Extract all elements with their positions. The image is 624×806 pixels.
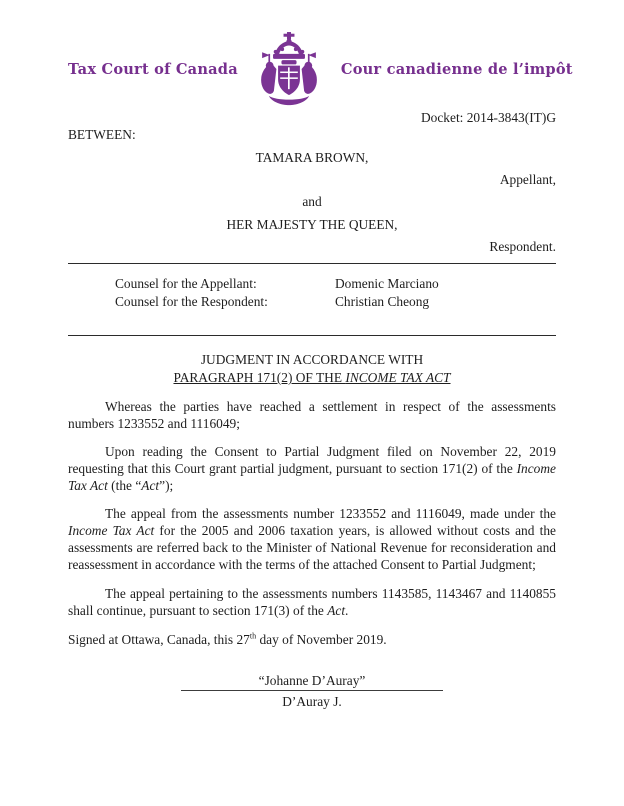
respondent-role: Respondent.: [489, 239, 556, 254]
paragraph-whereas: Whereas the parties have reached a settlement in respect of the assessments numbers 1233552 and 1116049;: [68, 399, 556, 431]
judgment-heading: [68, 351, 556, 387]
court-name-english: Tax Court of Canada: [68, 60, 238, 78]
docket-number: Docket: 2014-3843(IT)G: [421, 110, 556, 125]
counsel-appellant-name: Domenic Marciano: [335, 276, 439, 291]
judgment-heading-line1: JUDGMENT IN ACCORDANCE WITH: [200, 352, 424, 367]
counsel-row-respondent: [115, 293, 556, 311]
appellant-role: Appellant,: [499, 172, 556, 187]
signature-block: [181, 672, 443, 710]
paragraph-appeal-allowed: The appeal from the assessments number 1233552 and 1116049, made under the Income Tax Act for the 2005 and 2006 taxation years, is allowed without costs and the assessments are referred back to the Minister of National Revenue for reconsideration and reassessment in accordance with the terms of the attached Consent to Partial Judgment;: [68, 506, 556, 572]
conjunction: and: [302, 194, 322, 209]
signed-at-line: Signed at Ottawa, Canada, this 27th day of November 2019.: [68, 631, 387, 647]
paragraph-appeal-continues: The appeal pertaining to the assessments numbers 1143585, 1143467 and 1140855 shall continue, pursuant to section 171(3) of the Act.: [68, 586, 556, 618]
judge-name: D’Auray J.: [282, 694, 342, 709]
section-divider-top: [68, 263, 556, 264]
court-header: [68, 32, 573, 106]
judgment-heading-line2: PARAGRAPH 171(2) OF THE INCOME TAX ACT: [173, 370, 451, 385]
between-label: BETWEEN:: [68, 127, 136, 142]
counsel-row-appellant: [115, 275, 556, 293]
signature-text: “Johanne D’Auray”: [181, 672, 443, 691]
paragraph-upon-reading: Upon reading the Consent to Partial Judgment filed on November 22, 2019 requesting that this Court grant partial judgment, pursuant to section 171(2) of the Income Tax Act (the “Act”);: [68, 444, 556, 493]
ordinal-superscript: th: [249, 631, 257, 641]
appellant-name: TAMARA BROWN,: [255, 150, 369, 165]
court-name-french: Cour canadienne de l’impôt: [340, 60, 573, 78]
counsel-block: [115, 275, 556, 311]
respondent-name: HER MAJESTY THE QUEEN,: [226, 217, 398, 232]
counsel-appellant-label: Counsel for the Appellant:: [115, 276, 257, 291]
coat-of-arms-icon: [247, 32, 331, 106]
counsel-respondent-label: Counsel for the Respondent:: [115, 294, 268, 309]
counsel-respondent-name: Christian Cheong: [335, 294, 430, 309]
section-divider-bottom: [68, 335, 556, 336]
